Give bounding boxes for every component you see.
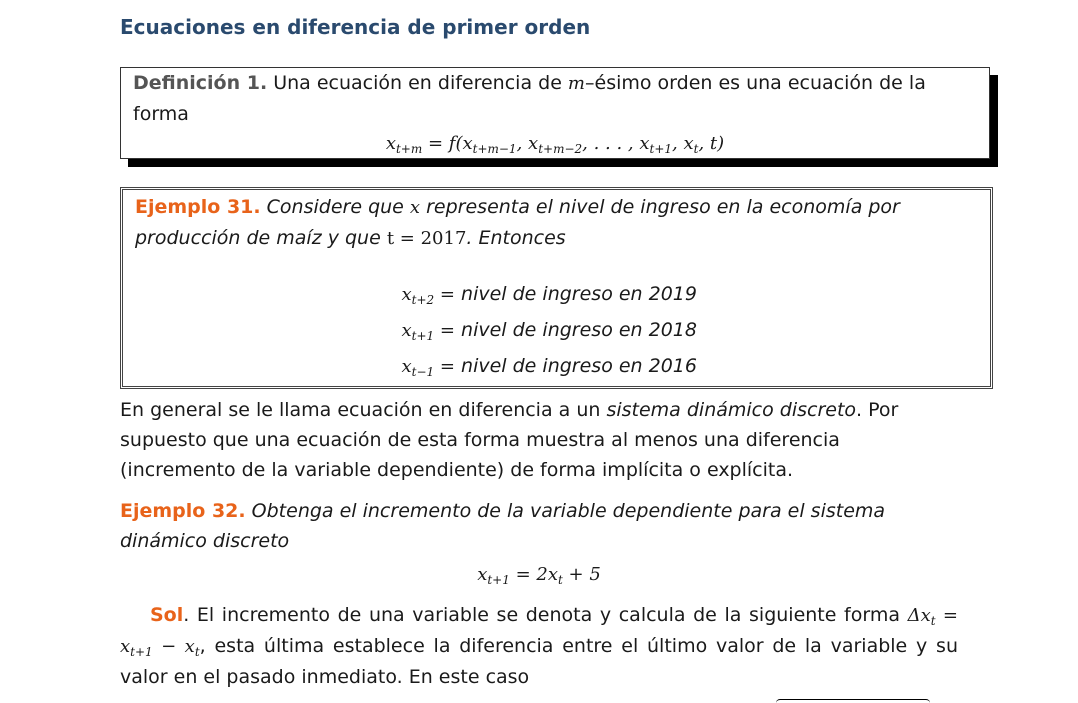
delta-expr: $\Delta x_t = x_{t+1} - x_t$: [120, 605, 958, 659]
cut-off-box-top: [776, 699, 930, 703]
section-title: Ecuaciones en diferencia de primer orden: [120, 15, 591, 39]
example-32-equation: $x_{t+1} = 2x_t + 5$: [477, 564, 601, 587]
sol-text-a: . El incremento de una variable se denota y calcula de la siguiente forma: [183, 604, 908, 626]
equation-line: [391, 312, 791, 348]
definition-text-a: Una ecuación en diferencia de: [267, 72, 568, 94]
equation-line: [391, 276, 791, 312]
ex32-sub-r: t: [558, 573, 563, 587]
solution-paragraph: [120, 600, 958, 692]
eq-sub-b: t+1: [649, 142, 673, 156]
var-x: x: [409, 197, 421, 218]
eq-arg-2: t+m−2: [538, 142, 583, 156]
definition-equation: [133, 129, 977, 159]
equation-line: [391, 348, 791, 384]
ex31-text-b: representa el nivel de ingreso en la economía por producción de maíz y que: [135, 196, 900, 249]
line-lhs: $x_{t+1}$ =: [401, 320, 455, 343]
example-31-equations: [391, 276, 791, 384]
solution-label: Sol: [150, 604, 184, 626]
example-31-box: [120, 187, 993, 389]
line-text: nivel de ingreso en 2016: [461, 355, 697, 377]
example-31-label: Ejemplo 31.: [135, 196, 261, 218]
ex32-mid: = 2x: [509, 564, 558, 585]
definition-label: Definición 1.: [133, 72, 268, 94]
line-lhs: $x_{t+2}$ =: [401, 284, 455, 307]
general-paragraph: [120, 395, 960, 485]
var-m: m: [567, 73, 585, 94]
ex31-text-c: . Entonces: [466, 227, 566, 249]
line-lhs: $x_{t-1}$ =: [401, 356, 455, 379]
eq-tail-c: , t): [698, 133, 725, 154]
definition-box: [120, 67, 990, 159]
example-31-text: [135, 190, 978, 254]
ex32-text: Obtenga el incremento de la variable dependiente para el sistema dinámico discreto: [120, 500, 886, 552]
ex31-text-a: Considere que: [260, 196, 410, 218]
eq-tail-a: , . . . , x: [582, 133, 650, 154]
t-equals: t = 2017: [386, 228, 467, 249]
example-32-label: Ejemplo 32.: [120, 500, 246, 522]
line-text: nivel de ingreso en 2019: [461, 283, 697, 305]
eq-sep: , x: [516, 133, 539, 154]
definition-text-b: –ésimo orden es una ecuación de la forma: [133, 72, 926, 125]
para-emph: sistema dinámico discreto: [606, 399, 857, 421]
para-text-a: En general se le llama ecuación en diferencia a un: [120, 399, 607, 421]
definition-text: [133, 68, 977, 129]
eq-sub: t+m: [395, 142, 423, 156]
eq-sub-c: t: [693, 142, 699, 156]
eq-x: x: [385, 133, 396, 154]
para-text-b: . Por supuesto que una ecuación de esta forma muestra al menos una diferencia (incremento de la variable dependiente) de forma implícita o explícita.: [120, 399, 899, 481]
sol-text-d: , esta última establece la diferencia entre el último valor de la variable y su valor en el pasado inmediato. En este caso: [120, 635, 958, 688]
line-text: nivel de ingreso en 2018: [461, 319, 697, 341]
ex32-sub-l: t+1: [487, 573, 510, 587]
eq-rhs: = f(x: [422, 133, 473, 154]
ex32-end: + 5: [562, 564, 601, 585]
eq-tail-b: , x: [672, 133, 694, 154]
example-32-text: [120, 496, 960, 556]
eq-arg-1: t+m−1: [472, 142, 517, 156]
